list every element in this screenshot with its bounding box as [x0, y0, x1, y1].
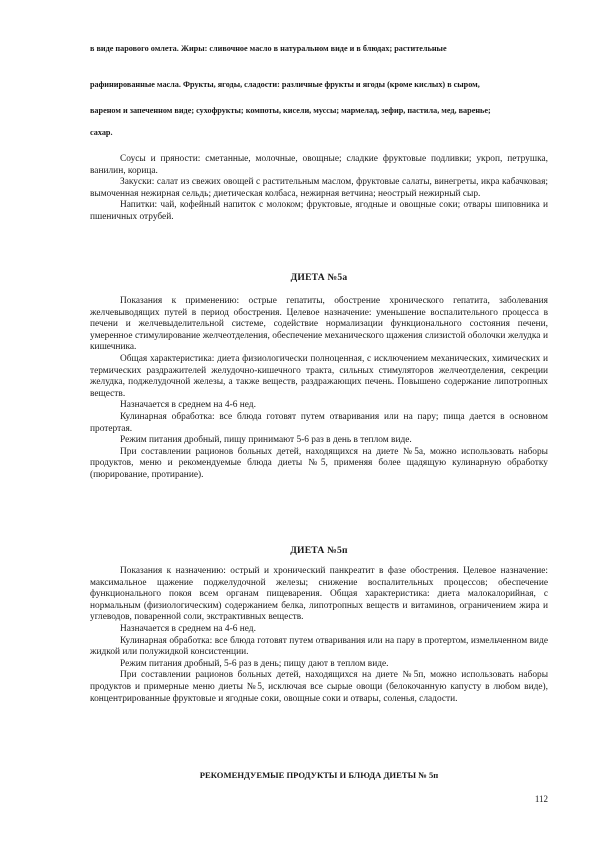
- page-number: 112: [534, 794, 548, 804]
- intro-line-1: в виде парового омлета. Жиры: сливочное масло в натуральном виде и в блюдах; растительные: [90, 44, 447, 53]
- diet-5a-cooking: Кулинарная обработка: все блюда готовят путем отваривания или на пару; пища дается в основном протертая.: [90, 411, 548, 434]
- diet-5a-regime: Режим питания дробный, пищу принимают 5-6 раз в день в теплом виде.: [120, 435, 412, 446]
- intro-paragraphs: [90, 154, 548, 224]
- diet-5p-title: ДИЕТА №5п: [290, 545, 348, 556]
- diet-5a-body: [90, 296, 548, 482]
- drinks-paragraph: Напитки: чай, кофейный напиток с молоком; фруктовые, ягодные и овощные соки; отвары шиповника и пшеничных отрубей.: [90, 200, 548, 222]
- snacks-paragraph: Закуски: салат из свежих овощей с растительным маслом, фруктовые салаты, винегреты, икра кабачковая; вымоченная нежирная сельдь; диетическая колбаса, нежирная ветчина; неострый нежирный сыр.: [90, 177, 548, 199]
- diet-5a-indications: Показания к применению: острые гепатиты, обострение хронического гепатита, заболевания желчевыводящих путей в период обострения. Целевое назначение: уменьшение воспалительного процесса в печени и желчевыделительной системе, содействие нормализации функционального состояния печени, умеренное стимулирование желчеотделения, обеспечение механического щажения слизистой оболочки желудка и кишечника.: [90, 296, 548, 353]
- diet-5p-body: [90, 566, 548, 705]
- diet-5p-cooking: Кулинарная обработка: все блюда готовят путем отваривания или на пару в протертом, измельченном виде жидкой или полужидкой консистенции.: [90, 635, 548, 658]
- diet-5a-title: ДИЕТА №5а: [290, 272, 348, 283]
- diet-5p-indications: Показания к назначению: острый и хронический панкреатит в фазе обострения. Целевое назначение: максимальное щажение поджелудочной железы; снижение воспалительных процессов; обеспечение функционального покоя всем органам пищеварения. Общая характеристика: диета малокалорийная, с нормальным (физиологическим) содержанием белка, липотропных веществ и витаминов, ограничением жира и углеводов, поваренной соли, экстрактивных веществ.: [90, 566, 548, 623]
- intro-line-4: сахар.: [90, 128, 113, 137]
- diet-5p-rations: При составлении рационов больных детей, находящихся на диете №5п, можно использовать наборы продуктов и примерные меню диеты №5, исключая все сырые овощи (белокочанную капусту в любом виде), концентрированные фруктовые и ягодные соки, овощные соки и отвары, соленья, сладости.: [90, 670, 548, 704]
- intro-line-3: вареном и запеченном виде; сухофрукты; компоты, кисели, муссы; мармелад, зефир, пастила, мед, варенье;: [90, 106, 491, 115]
- diet-5a-rations: При составлении рационов больных детей, находящихся на диете №5а, можно использовать наборы продуктов, меню и рекомендуемые блюда диеты №5, применяя более щадящую кулинарную обработку (пюрирование, протирание).: [90, 446, 548, 480]
- sauces-paragraph: Соусы и пряности: сметанные, молочные, овощные; сладкие фруктовые подливки; укроп, петрушка, ванилин, корица.: [90, 154, 548, 176]
- diet-5p-regime: Режим питания дробный, 5-6 раз в день; пищу дают в теплом виде.: [120, 658, 389, 669]
- intro-line-2: рафинированные масла. Фрукты, ягоды, сладости: различные фрукты и ягоды (кроме кислых) в сыром,: [90, 80, 480, 89]
- diet-5p-duration: Назначается в среднем на 4-6 нед.: [120, 623, 256, 634]
- recommended-products-heading: РЕКОМЕНДУЕМЫЕ ПРОДУКТЫ И БЛЮДА ДИЕТЫ № 5п: [199, 770, 439, 780]
- diet-5a-characteristics: Общая характеристика: диета физиологически полноценная, с исключением механических, химических и термических раздражителей желудочно-кишечного тракта, сильных стимуляторов желчеотделения, секреции желудка, поджелудочной железы, а также веществ, раздражающих печень. Повышено содержание липотропных веществ.: [90, 353, 548, 399]
- diet-5a-duration: Назначается в среднем на 4-6 нед.: [120, 400, 256, 411]
